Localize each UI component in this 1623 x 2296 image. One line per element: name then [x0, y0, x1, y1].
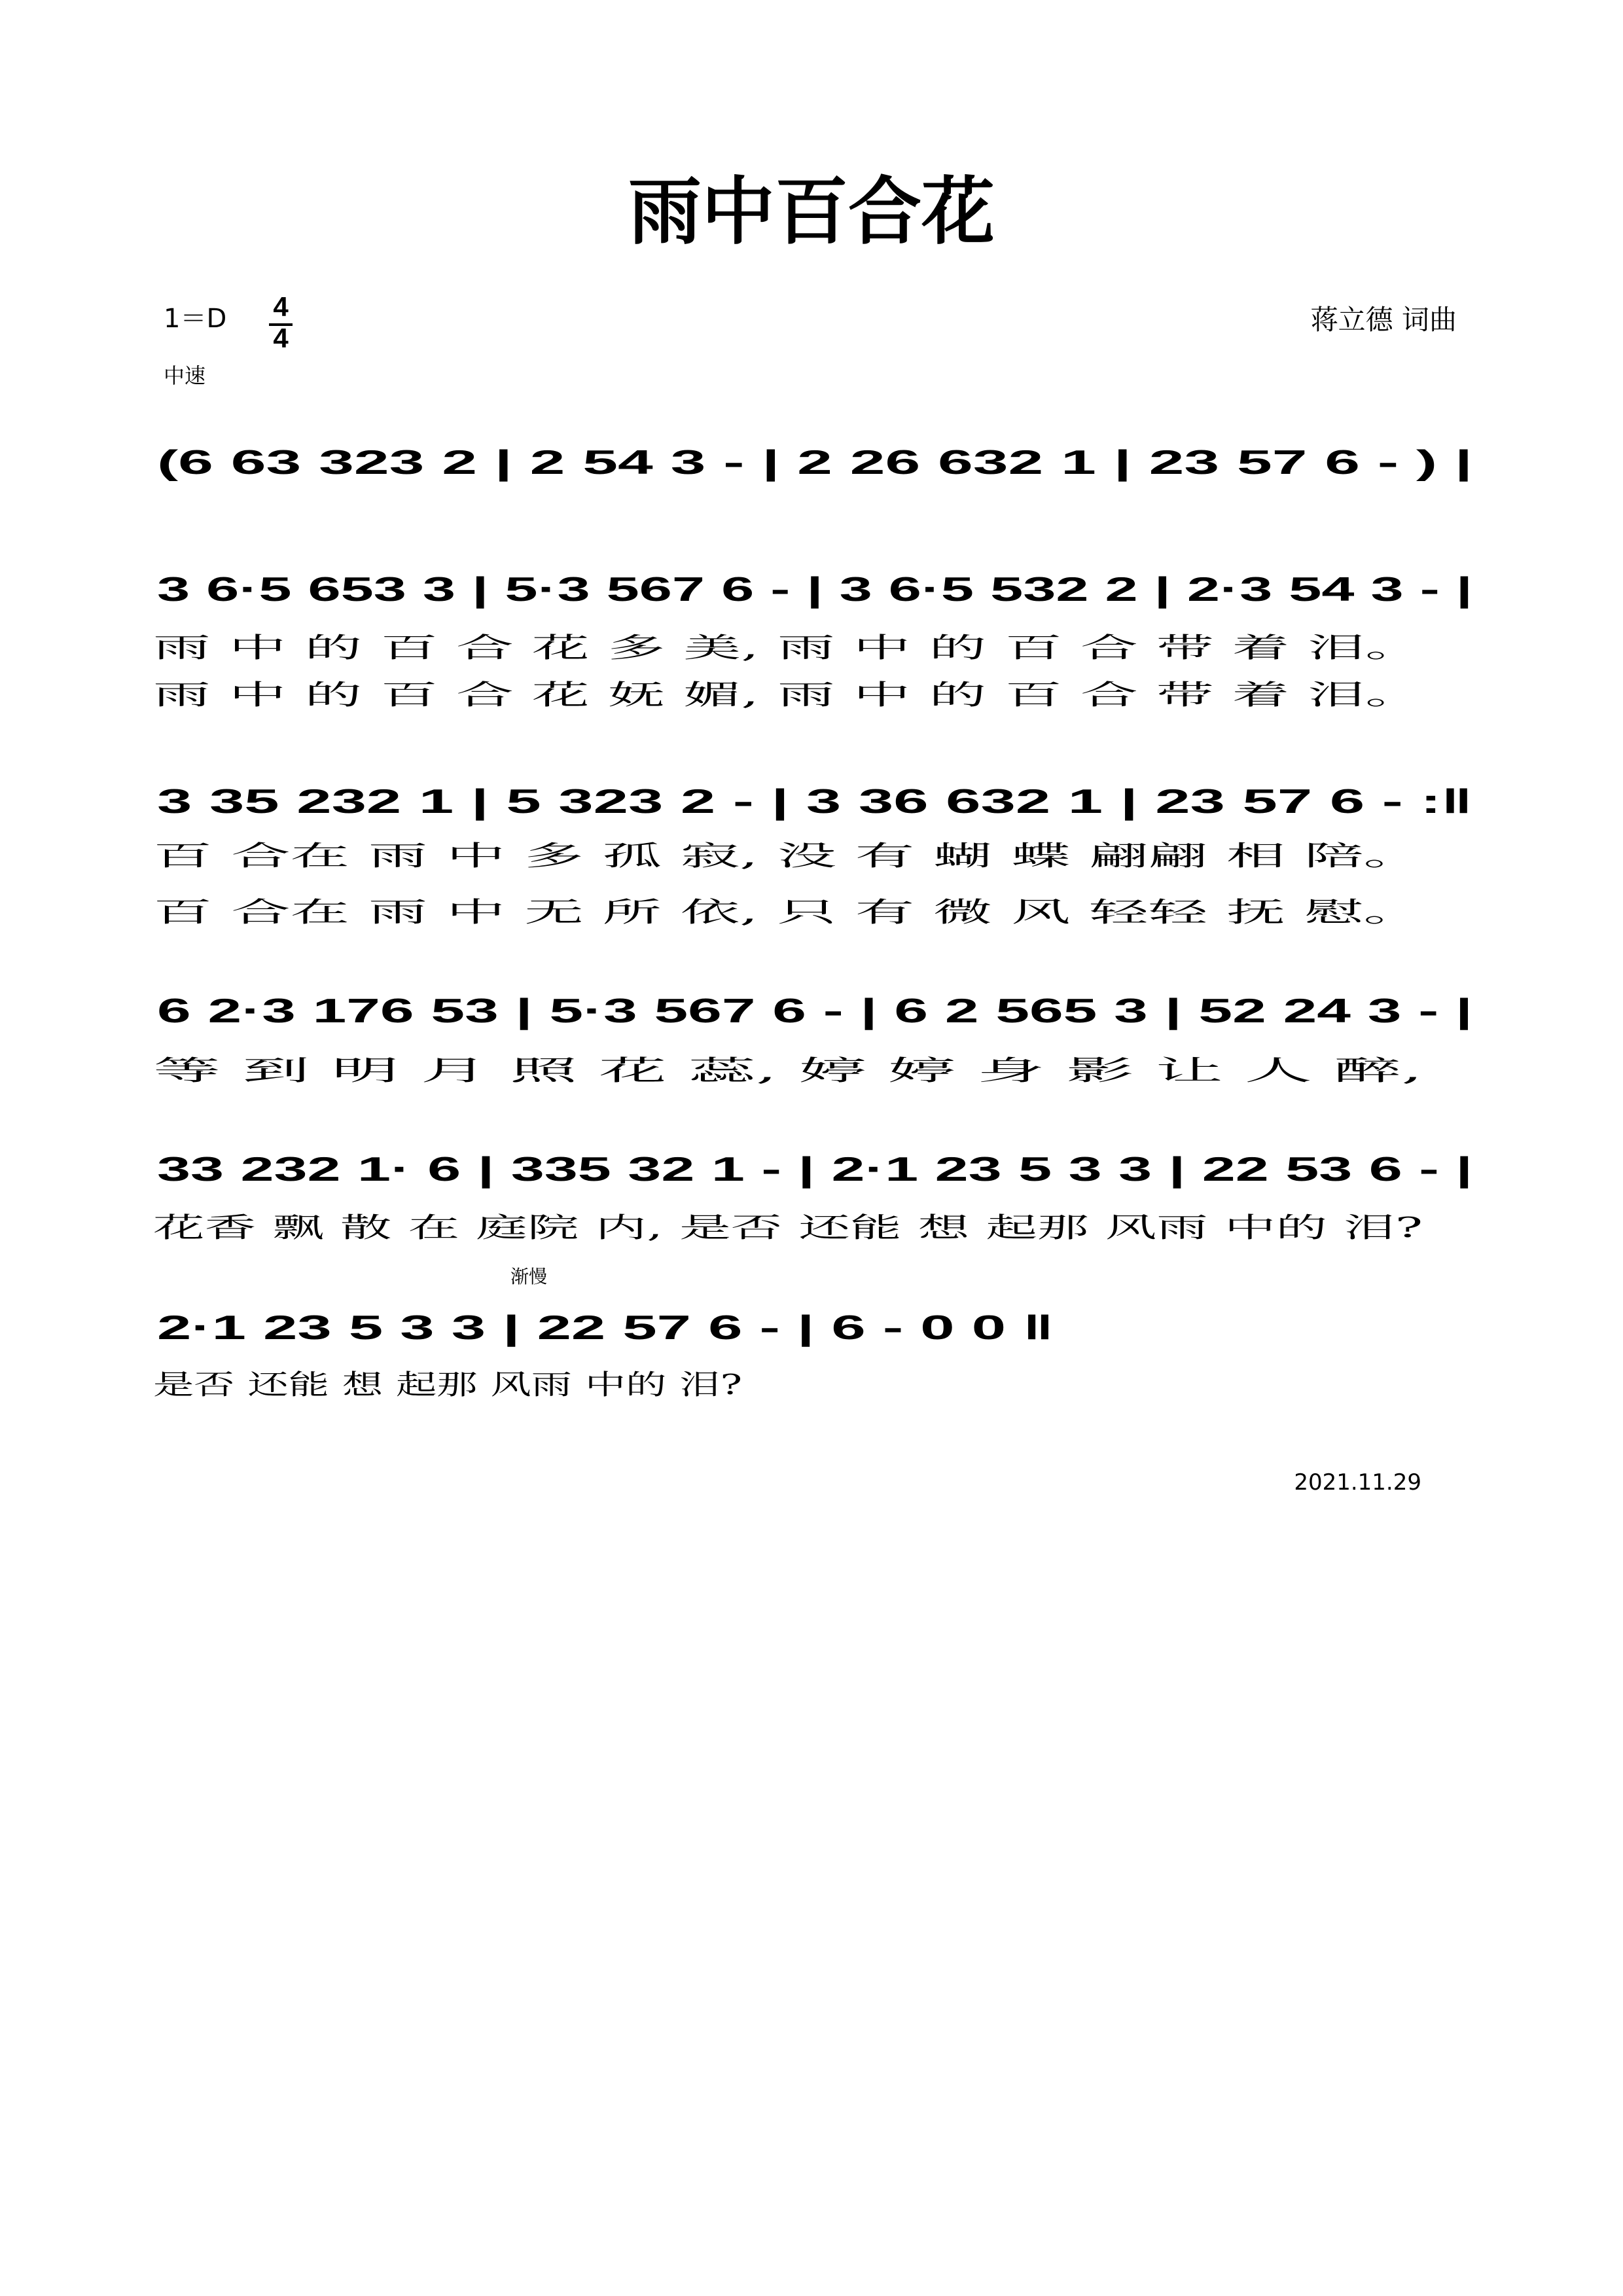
- composer-credit: 蒋立德 词曲: [1310, 304, 1457, 336]
- time-signature-bottom: 4: [273, 323, 289, 353]
- score-row-5-notes: 33 232 1· 6 | 335 32 1 - | 2·1 23 5 3 3 | 22 53 6 - |: [157, 1151, 1472, 1189]
- score-row-4-lyric: 等 到 明 月 照 花 蕊, 婷 婷 身 影 让 人 醉,: [153, 1054, 1423, 1086]
- score-row-2-notes: 3 6·5 653 3 | 5·3 567 6 - | 3 6·5 532 2 | 2·3 54 3 - |: [157, 571, 1472, 609]
- score-row-2-lyric-verse-1: 雨 中 的 百 合 花 多 美, 雨 中 的 百 合 带 着 泪。: [153, 632, 1423, 664]
- score-row-1-notes: (6 63 323 2 | 2 54 3 - | 2 26 632 1 | 23 57 6 - ) |: [157, 444, 1472, 482]
- key-signature: 1＝D: [164, 304, 227, 334]
- score-row-5-lyric: 花香 飘 散 在 庭院 内, 是否 还能 想 起那 风雨 中的 泪?: [153, 1211, 1423, 1244]
- tempo-marking: 中速: [164, 363, 206, 388]
- score-row-3-lyric-verse-2: 百 合在 雨 中 无 所 依, 只 有 微 风 轻轻 抚 慰。: [153, 896, 1423, 928]
- score-row-3-notes: 3 35 232 1 | 5 323 2 - | 3 36 632 1 | 23 57 6 - :‖: [157, 783, 1472, 821]
- ritardando-marking: 渐慢: [510, 1266, 548, 1287]
- score-row-2-lyric-verse-2: 雨 中 的 百 合 花 妩 媚, 雨 中 的 百 合 带 着 泪。: [153, 679, 1423, 711]
- score-row-4-notes: 6 2·3 176 53 | 5·3 567 6 - | 6 2 565 3 | 52 24 3 - |: [157, 992, 1472, 1030]
- song-title: 雨中百合花: [628, 169, 995, 255]
- score-row-3-lyric-verse-1: 百 合在 雨 中 多 孤 寂, 没 有 蝴 蝶 翩翩 相 陪。: [153, 840, 1423, 872]
- score-row-6-lyric: 是否 还能 想 起那 风雨 中的 泪?: [153, 1369, 742, 1401]
- composition-date: 2021.11.29: [1294, 1469, 1421, 1496]
- time-signature-top: 4: [273, 291, 289, 322]
- score-row-6-notes: 2·1 23 5 3 3 | 22 57 6 - | 6 - 0 0 ‖: [157, 1309, 1054, 1347]
